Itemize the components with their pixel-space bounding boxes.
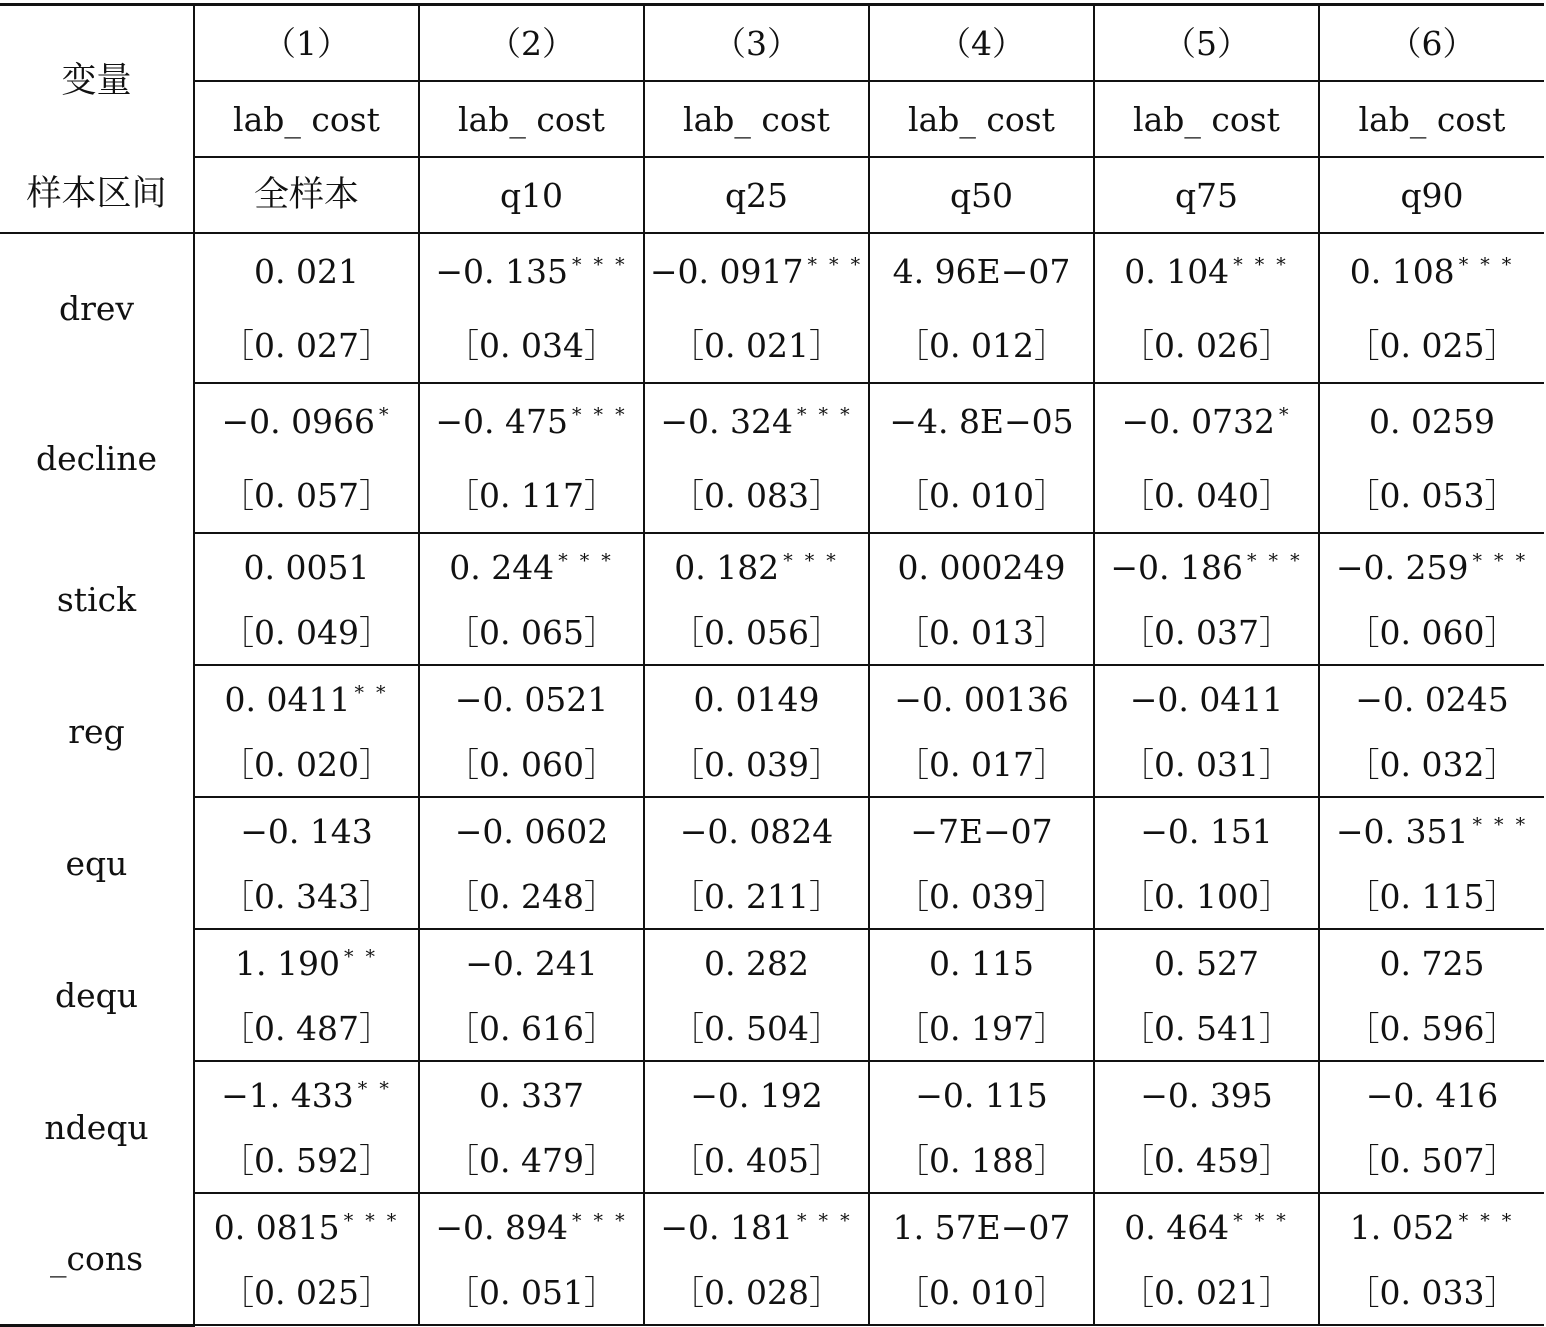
coefficient-value: −0. 186 xyxy=(1110,547,1244,587)
coefficient-value: 0. 725 xyxy=(1379,943,1485,983)
std-error-cell: ［0. 060］ xyxy=(419,732,644,797)
coefficient-cell xyxy=(419,665,644,732)
table-row-estimate xyxy=(0,665,1544,732)
coefficient-cell xyxy=(1094,533,1319,600)
dependent-variable: lab_ cost xyxy=(194,81,419,157)
std-error-cell: ［0. 596］ xyxy=(1319,996,1544,1061)
variable-name: reg xyxy=(0,665,194,797)
table-row-std-error xyxy=(0,600,1544,665)
coefficient-cell xyxy=(194,233,419,308)
coefficient-value: −0. 241 xyxy=(465,943,598,983)
significance-stars: * * * xyxy=(572,403,628,426)
table-row-estimate xyxy=(0,233,1544,308)
coefficient-value: −1. 433 xyxy=(221,1075,354,1115)
table-row-std-error xyxy=(0,1260,1544,1325)
coefficient-cell xyxy=(1094,665,1319,732)
variable-name: equ xyxy=(0,797,194,929)
std-error-cell: ［0. 028］ xyxy=(644,1260,869,1325)
coefficient-value: 1. 190 xyxy=(234,943,340,983)
coefficient-cell xyxy=(1094,1061,1319,1128)
coefficient-cell xyxy=(194,929,419,996)
std-error-cell: ［0. 188］ xyxy=(869,1128,1094,1193)
coefficient-cell xyxy=(1094,233,1319,308)
coefficient-cell xyxy=(869,533,1094,600)
variable-name: drev xyxy=(0,233,194,383)
coefficient-cell xyxy=(1319,665,1544,732)
std-error-cell: ［0. 459］ xyxy=(1094,1128,1319,1193)
coefficient-cell xyxy=(419,797,644,864)
std-error-cell: ［0. 117］ xyxy=(419,458,644,533)
coefficient-value: 0. 244 xyxy=(449,547,555,587)
coefficient-value: −0. 0245 xyxy=(1355,679,1509,719)
std-error-cell: ［0. 053］ xyxy=(1319,458,1544,533)
coefficient-cell xyxy=(1319,383,1544,458)
table-row-estimate xyxy=(0,929,1544,996)
significance-stars: * * * xyxy=(783,549,839,572)
coefficient-value: −0. 0966 xyxy=(221,401,376,441)
significance-stars: * * xyxy=(343,945,378,968)
header-row-depvar xyxy=(0,81,1544,157)
coefficient-value: 0. 000249 xyxy=(897,547,1066,587)
coefficient-value: −0. 135 xyxy=(435,251,569,291)
dependent-variable: lab_ cost xyxy=(419,81,644,157)
std-error-cell: ［0. 013］ xyxy=(869,600,1094,665)
coefficient-cell xyxy=(644,383,869,458)
coefficient-cell xyxy=(419,1061,644,1128)
significance-stars: * * * xyxy=(1458,1209,1515,1232)
coefficient-value: −7E−07 xyxy=(910,811,1053,851)
table-row-std-error xyxy=(0,864,1544,929)
std-error-cell: ［0. 012］ xyxy=(869,308,1094,383)
coefficient-cell xyxy=(419,533,644,600)
significance-stars: * * * xyxy=(343,1209,400,1232)
coefficient-cell xyxy=(644,1193,869,1260)
coefficient-value: 4. 96E−07 xyxy=(892,251,1071,291)
coefficient-value: 0. 282 xyxy=(704,943,809,983)
significance-stars: * * * xyxy=(807,253,864,276)
variable-name: decline xyxy=(0,383,194,533)
std-error-cell: ［0. 039］ xyxy=(644,732,869,797)
coefficient-cell xyxy=(644,929,869,996)
std-error-cell: ［0. 100］ xyxy=(1094,864,1319,929)
coefficient-value: −0. 416 xyxy=(1365,1075,1499,1115)
coefficient-cell xyxy=(194,383,419,458)
table-row-estimate xyxy=(0,797,1544,864)
std-error-cell: ［0. 592］ xyxy=(194,1128,419,1193)
coefficient-value: −0. 894 xyxy=(435,1207,569,1247)
coefficient-cell xyxy=(869,797,1094,864)
coefficient-cell xyxy=(644,233,869,308)
std-error-cell: ［0. 504］ xyxy=(644,996,869,1061)
significance-stars: * xyxy=(1279,403,1292,426)
std-error-cell: ［0. 031］ xyxy=(1094,732,1319,797)
coefficient-cell xyxy=(644,665,869,732)
coefficient-value: 0. 0411 xyxy=(224,679,351,719)
coefficient-value: −0. 0824 xyxy=(679,811,834,851)
coefficient-cell xyxy=(194,1193,419,1260)
std-error-cell: ［0. 032］ xyxy=(1319,732,1544,797)
sample-range: q50 xyxy=(869,157,1094,233)
std-error-cell: ［0. 197］ xyxy=(869,996,1094,1061)
coefficient-cell xyxy=(419,929,644,996)
std-error-cell: ［0. 020］ xyxy=(194,732,419,797)
coefficient-cell xyxy=(644,1061,869,1128)
std-error-cell: ［0. 049］ xyxy=(194,600,419,665)
coefficient-value: −0. 143 xyxy=(240,811,373,851)
coefficient-value: 0. 0259 xyxy=(1369,401,1495,441)
coefficient-value: −0. 0602 xyxy=(454,811,609,851)
coefficient-value: −0. 351 xyxy=(1335,811,1469,851)
significance-stars: * * * xyxy=(1472,813,1529,836)
table-row-estimate xyxy=(0,533,1544,600)
coefficient-cell xyxy=(1319,797,1544,864)
std-error-cell: ［0. 115］ xyxy=(1319,864,1544,929)
coefficient-cell xyxy=(1094,797,1319,864)
coefficient-value: −0. 181 xyxy=(660,1207,794,1247)
std-error-cell: ［0. 039］ xyxy=(869,864,1094,929)
std-error-cell: ［0. 405］ xyxy=(644,1128,869,1193)
coefficient-value: 0. 464 xyxy=(1124,1207,1230,1247)
coefficient-value: 0. 0815 xyxy=(213,1207,340,1247)
variable-name: stick xyxy=(0,533,194,665)
coefficient-value: −0. 475 xyxy=(435,401,569,441)
header-row-columns xyxy=(0,5,1544,82)
std-error-cell: ［0. 034］ xyxy=(419,308,644,383)
table-row-std-error xyxy=(0,996,1544,1061)
coefficient-cell xyxy=(869,383,1094,458)
dependent-variable: lab_ cost xyxy=(1319,81,1544,157)
table-row-std-error xyxy=(0,308,1544,383)
std-error-cell: ［0. 541］ xyxy=(1094,996,1319,1061)
coefficient-value: −0. 0521 xyxy=(454,679,609,719)
std-error-cell: ［0. 025］ xyxy=(1319,308,1544,383)
std-error-cell: ［0. 021］ xyxy=(644,308,869,383)
std-error-cell: ［0. 479］ xyxy=(419,1128,644,1193)
regression-table xyxy=(0,3,1544,1327)
table-row-std-error xyxy=(0,1128,1544,1193)
coefficient-cell xyxy=(194,533,419,600)
std-error-cell: ［0. 507］ xyxy=(1319,1128,1544,1193)
variable-name: dequ xyxy=(0,929,194,1061)
std-error-cell: ［0. 051］ xyxy=(419,1260,644,1325)
coefficient-value: 0. 182 xyxy=(674,547,780,587)
coefficient-cell xyxy=(1319,1193,1544,1260)
std-error-cell: ［0. 211］ xyxy=(644,864,869,929)
col-number: （1） xyxy=(194,5,419,82)
coefficient-value: −0. 324 xyxy=(660,401,794,441)
sample-range: 全样本 xyxy=(194,157,419,233)
std-error-cell: ［0. 017］ xyxy=(869,732,1094,797)
coefficient-value: −0. 151 xyxy=(1140,811,1273,851)
std-error-cell: ［0. 027］ xyxy=(194,308,419,383)
std-error-cell: ［0. 343］ xyxy=(194,864,419,929)
coefficient-cell xyxy=(1094,929,1319,996)
coefficient-value: 0. 115 xyxy=(929,943,1034,983)
std-error-cell: ［0. 060］ xyxy=(1319,600,1544,665)
dependent-variable: lab_ cost xyxy=(644,81,869,157)
significance-stars: * * * xyxy=(797,1209,853,1232)
variable-name: _cons xyxy=(0,1193,194,1325)
coefficient-cell xyxy=(194,1061,419,1128)
significance-stars: * * * xyxy=(1458,253,1515,276)
coefficient-cell xyxy=(869,929,1094,996)
coefficient-cell xyxy=(1319,233,1544,308)
significance-stars: * xyxy=(379,403,392,426)
significance-stars: * * xyxy=(354,681,389,704)
col-number: （5） xyxy=(1094,5,1319,82)
variable-header: 变量 xyxy=(0,5,194,158)
coefficient-cell xyxy=(1319,533,1544,600)
std-error-cell: ［0. 010］ xyxy=(869,458,1094,533)
significance-stars: * * xyxy=(357,1077,392,1100)
coefficient-value: 0. 337 xyxy=(479,1075,584,1115)
variable-name: ndequ xyxy=(0,1061,194,1193)
sample-header: 样本区间 xyxy=(0,157,194,233)
coefficient-value: 0. 108 xyxy=(1349,251,1455,291)
significance-stars: * * * xyxy=(797,403,853,426)
std-error-cell: ［0. 083］ xyxy=(644,458,869,533)
sample-range: q25 xyxy=(644,157,869,233)
coefficient-cell xyxy=(194,665,419,732)
coefficient-cell xyxy=(1319,929,1544,996)
std-error-cell: ［0. 057］ xyxy=(194,458,419,533)
std-error-cell: ［0. 037］ xyxy=(1094,600,1319,665)
coefficient-value: −4. 8E−05 xyxy=(889,401,1074,441)
sample-range: q75 xyxy=(1094,157,1319,233)
col-number: （4） xyxy=(869,5,1094,82)
significance-stars: * * * xyxy=(572,253,628,276)
coefficient-value: 0. 104 xyxy=(1124,251,1230,291)
table-row-estimate xyxy=(0,383,1544,458)
std-error-cell: ［0. 065］ xyxy=(419,600,644,665)
table-row-std-error xyxy=(0,458,1544,533)
coefficient-value: −0. 115 xyxy=(915,1075,1048,1115)
col-number: （2） xyxy=(419,5,644,82)
coefficient-value: −0. 00136 xyxy=(894,679,1069,719)
std-error-cell: ［0. 616］ xyxy=(419,996,644,1061)
coefficient-cell xyxy=(869,233,1094,308)
coefficient-value: −0. 0917 xyxy=(649,251,804,291)
std-error-cell: ［0. 033］ xyxy=(1319,1260,1544,1325)
significance-stars: * * * xyxy=(1233,253,1289,276)
std-error-cell: ［0. 021］ xyxy=(1094,1260,1319,1325)
coefficient-value: 1. 052 xyxy=(1349,1207,1455,1247)
significance-stars: * * * xyxy=(558,549,614,572)
sample-range: q90 xyxy=(1319,157,1544,233)
coefficient-cell xyxy=(869,1193,1094,1260)
coefficient-cell xyxy=(419,233,644,308)
dependent-variable: lab_ cost xyxy=(869,81,1094,157)
coefficient-value: 0. 527 xyxy=(1154,943,1259,983)
std-error-cell: ［0. 026］ xyxy=(1094,308,1319,383)
coefficient-cell xyxy=(1319,1061,1544,1128)
table-row-estimate xyxy=(0,1061,1544,1128)
col-number: （6） xyxy=(1319,5,1544,82)
coefficient-cell xyxy=(644,797,869,864)
significance-stars: * * * xyxy=(1472,549,1529,572)
header-row-sample xyxy=(0,157,1544,233)
table-row-estimate xyxy=(0,1193,1544,1260)
coefficient-value: −0. 395 xyxy=(1140,1075,1273,1115)
std-error-cell: ［0. 025］ xyxy=(194,1260,419,1325)
table-row-std-error xyxy=(0,732,1544,797)
significance-stars: * * * xyxy=(572,1209,628,1232)
coefficient-value: 1. 57E−07 xyxy=(892,1207,1071,1247)
coefficient-cell xyxy=(869,665,1094,732)
coefficient-cell xyxy=(1094,383,1319,458)
significance-stars: * * * xyxy=(1247,549,1303,572)
coefficient-cell xyxy=(1094,1193,1319,1260)
coefficient-cell xyxy=(419,383,644,458)
sample-range: q10 xyxy=(419,157,644,233)
std-error-cell: ［0. 056］ xyxy=(644,600,869,665)
std-error-cell: ［0. 248］ xyxy=(419,864,644,929)
coefficient-cell xyxy=(194,797,419,864)
coefficient-value: 0. 021 xyxy=(254,251,359,291)
coefficient-value: −0. 259 xyxy=(1335,547,1469,587)
coefficient-value: −0. 192 xyxy=(690,1075,823,1115)
col-number: （3） xyxy=(644,5,869,82)
std-error-cell: ［0. 487］ xyxy=(194,996,419,1061)
dependent-variable: lab_ cost xyxy=(1094,81,1319,157)
coefficient-cell xyxy=(644,533,869,600)
coefficient-cell xyxy=(419,1193,644,1260)
significance-stars: * * * xyxy=(1233,1209,1289,1232)
coefficient-value: −0. 0411 xyxy=(1129,679,1284,719)
std-error-cell: ［0. 010］ xyxy=(869,1260,1094,1325)
coefficient-cell xyxy=(869,1061,1094,1128)
coefficient-value: −0. 0732 xyxy=(1121,401,1276,441)
coefficient-value: 0. 0149 xyxy=(693,679,820,719)
std-error-cell: ［0. 040］ xyxy=(1094,458,1319,533)
coefficient-value: 0. 0051 xyxy=(243,547,370,587)
